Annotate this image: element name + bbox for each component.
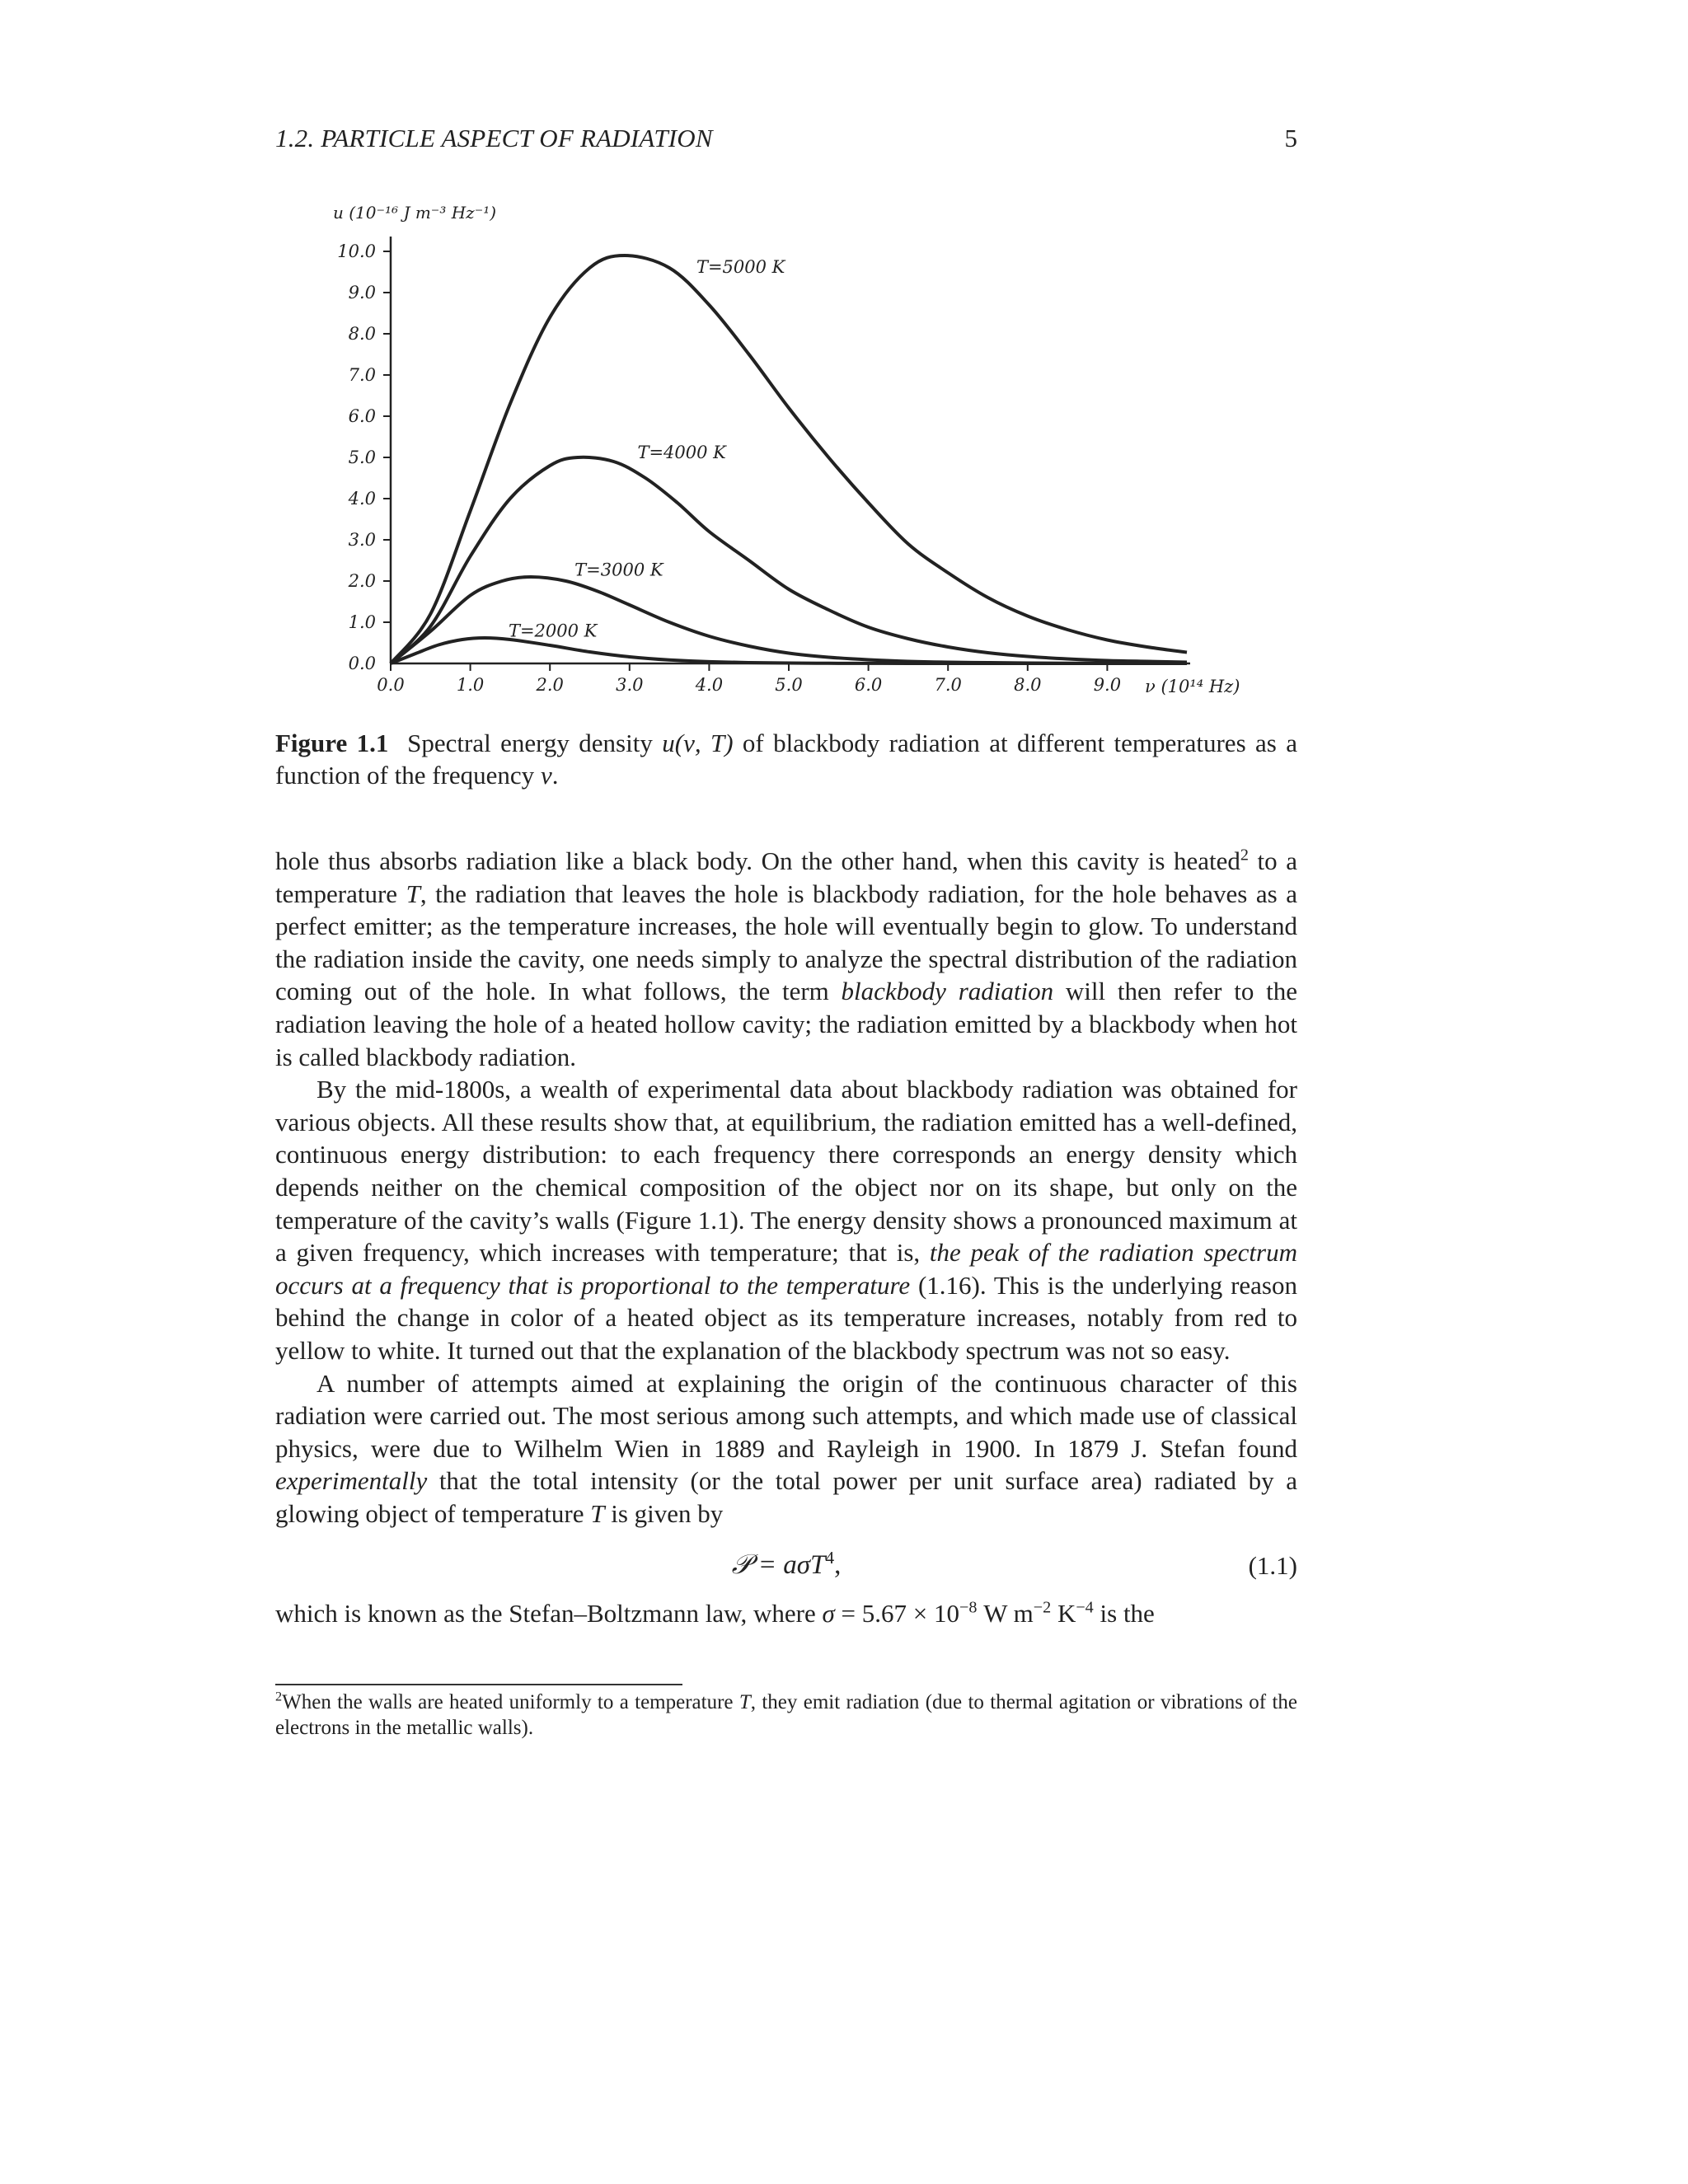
p4-text: is the xyxy=(1093,1599,1155,1629)
axes xyxy=(337,237,1190,695)
page-number: 5 xyxy=(1284,124,1297,152)
x-tick-label: 8.0 xyxy=(1014,675,1042,695)
y-tick-label: 4.0 xyxy=(348,489,376,509)
blackbody-chart xyxy=(275,194,1297,705)
p2-text: (1.16). This is the underlying reason behind the change in color of a heated object as its temperature increases, notably from red to yellow to white. It turned out that the explanation of the blackbody spectrum was not so easy. xyxy=(275,1270,1297,1365)
p4-text: K xyxy=(1051,1599,1076,1629)
curves xyxy=(391,255,1187,663)
footnote-text: , they emit radiation (due to thermal agitation or vibrations of the electrons in the metallic walls). xyxy=(275,1691,1297,1739)
page-header xyxy=(275,124,1297,165)
x-tick-label: 3.0 xyxy=(616,675,644,695)
x-tick-label: 4.0 xyxy=(695,675,724,695)
p4-text: = 5.67 × 10 xyxy=(834,1599,959,1629)
y-tick-label: 2.0 xyxy=(348,571,376,591)
p2-emphasis: the peak of the radiation spectrum occurs at a frequency that is proportional to the temperature xyxy=(275,1238,1297,1300)
paragraph-1 xyxy=(275,845,1297,1073)
y-axis-label: u (10⁻¹⁶ J m⁻³ Hz⁻¹) xyxy=(333,203,497,223)
caption-math-1: u(ν, T) xyxy=(662,729,734,757)
caption-math-2: ν xyxy=(540,761,552,790)
x-tick-label: 6.0 xyxy=(854,675,883,695)
p1-text: will then refer to the radiation leaving the hole of a heated hollow cavity; the radiation emitted by a blackbody when hot is called blackbody radiation. xyxy=(275,977,1297,1071)
x-tick-label: 9.0 xyxy=(1093,675,1122,695)
p3-text: A number of attempts aimed at explaining the origin of the continuous character of this radiation were carried out. The most serious among such attempts, and which made use of classical physics, were due to Wilhelm Wien in 1889 and Rayleigh in 1900. In 1879 J. Stefan found xyxy=(275,1368,1297,1463)
p3-text: that the total intensity (or the total power per unit surface area) radiated by a glowing object of temperature xyxy=(275,1466,1297,1528)
figure-label: Figure 1.1 xyxy=(275,729,389,757)
body-text xyxy=(275,845,1297,1630)
x-tick-label: 2.0 xyxy=(536,675,564,695)
y-tick-label: 10.0 xyxy=(337,241,376,261)
x-tick-label: 5.0 xyxy=(775,675,803,695)
equation-tail: , xyxy=(834,1550,842,1581)
equation-number: (1.1) xyxy=(1248,1551,1297,1581)
paragraph-2 xyxy=(275,1073,1297,1366)
caption-text-1: Spectral energy density xyxy=(407,729,663,757)
footnote-text: When the walls are heated uniformly to a temperature xyxy=(282,1691,739,1713)
caption-text-2: of blackbody radiation at different temperatures as a function of the frequency xyxy=(275,729,1297,790)
curve-label: T=4000 K xyxy=(637,443,726,462)
equation-main xyxy=(275,1549,1297,1582)
p4-exponent: −2 xyxy=(1033,1599,1052,1618)
y-tick-label: 1.0 xyxy=(348,612,376,632)
footnote-math: T xyxy=(738,1691,751,1713)
y-tick-label: 0.0 xyxy=(348,654,376,673)
y-tick-label: 9.0 xyxy=(348,283,376,302)
y-tick-label: 8.0 xyxy=(348,324,376,344)
p4-text: W m xyxy=(977,1599,1034,1629)
paragraph-4 xyxy=(275,1597,1297,1630)
caption-text-3: . xyxy=(551,761,559,790)
footnote-ref[interactable]: 2 xyxy=(1240,846,1249,865)
x-tick-label: 7.0 xyxy=(934,675,962,695)
curve-label: T=5000 K xyxy=(696,257,785,277)
p3-emphasis: experimentally xyxy=(275,1466,428,1496)
p1-text: , the radiation that leaves the hole is blackbody radiation, for the hole behaves as a perfect emitter; as the temperature increases, the hole will eventually begin to glow. To understand the radiation inside the cavity, one needs simply to analyze the spectral distribution of the radiation coming out of the hole. In what follows, the term xyxy=(275,879,1297,1006)
p4-text: which is known as the Stefan–Boltzmann law, where xyxy=(275,1599,823,1629)
curve-5000k xyxy=(391,255,1187,663)
y-tick-label: 5.0 xyxy=(348,448,376,467)
equation-lhs: 𝒫 = aσT xyxy=(731,1550,826,1581)
curve-label: T=3000 K xyxy=(574,560,663,580)
footnote xyxy=(275,1690,1297,1741)
p4-math: σ xyxy=(822,1599,835,1629)
footnote-rule xyxy=(275,1684,682,1685)
running-head: 1.2. PARTICLE ASPECT OF RADIATION xyxy=(275,124,713,152)
paragraph-3 xyxy=(275,1367,1297,1530)
y-tick-label: 3.0 xyxy=(348,530,376,550)
y-tick-label: 6.0 xyxy=(348,406,376,426)
equation-exponent: 4 xyxy=(825,1548,835,1568)
equation-1-1 xyxy=(275,1544,1297,1589)
p1-math: T xyxy=(406,879,420,908)
figure-caption xyxy=(275,727,1297,791)
x-tick-label: 0.0 xyxy=(377,675,405,695)
p1-text: to a temperature xyxy=(275,846,1297,908)
p1-text: hole thus absorbs radiation like a black body. On the other hand, when this cavity is heated xyxy=(275,846,1240,875)
footnote-number: 2 xyxy=(275,1689,283,1704)
p3-math: T xyxy=(590,1498,605,1528)
p4-exponent: −4 xyxy=(1076,1599,1094,1618)
p4-exponent: −8 xyxy=(959,1599,978,1618)
x-tick-label: 1.0 xyxy=(456,675,485,695)
p2-text: By the mid-1800s, a wealth of experimental data about blackbody radiation was obtained for various objects. All these results show that, at equilibrium, the radiation emitted has a well-defined, continuous energy distribution: to each frequency there corresponds an energy density which depends neither on the chemical composition of the object nor on its shape, but only on the temperature of the cavity’s walls (Figure 1.1). The energy density shows a pronounced maximum at a given frequency, which increases with temperature; that is, xyxy=(275,1075,1297,1268)
p3-text: is given by xyxy=(604,1498,724,1528)
x-axis-label: ν (10¹⁴ Hz) xyxy=(1145,677,1240,696)
curve-label: T=2000 K xyxy=(508,621,598,641)
p1-emphasis: blackbody radiation xyxy=(841,977,1054,1006)
y-tick-label: 7.0 xyxy=(348,365,376,385)
